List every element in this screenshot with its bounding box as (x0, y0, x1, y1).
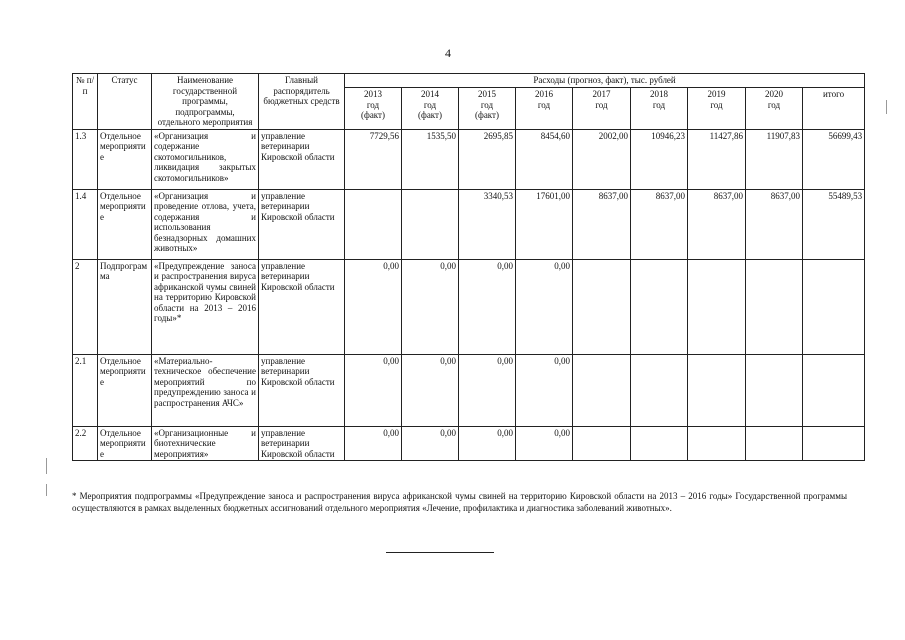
row-value: 8637,00 (746, 189, 803, 259)
header-year-col: 2015 год (факт) (459, 88, 516, 129)
row-value: 0,00 (402, 426, 459, 461)
header-year-col: 2013 год (факт) (345, 88, 402, 129)
row-value (803, 426, 865, 461)
table-header (73, 74, 865, 130)
scan-artifact (46, 484, 47, 496)
row-value (803, 354, 865, 426)
header-name: Наименование государственной программы, подпрограммы, отдельного мероприятия (152, 74, 259, 130)
row-value: 8454,60 (516, 129, 573, 189)
header-year-col: 2019 год (688, 88, 746, 129)
row-value: 7729,56 (345, 129, 402, 189)
table-row (73, 426, 865, 461)
row-value (631, 259, 688, 354)
row-status: Отдельное мероприятие (98, 354, 152, 426)
row-distributor: управление ветеринарии Кировской области (259, 129, 345, 189)
row-value: 0,00 (345, 354, 402, 426)
row-value (631, 354, 688, 426)
footnote: * Мероприятия подпрограммы «Предупреждение заноса и распространения вируса африканской чумы свиней на территорию Кировской области на 2013 – 2016 годы» Государственной программы осуществляются в рамках выделенных бюджетных ассигнований отдельного мероприятия «Лечение, профилактика и диагностика заболеваний животных». (72, 491, 847, 513)
separator-rule (386, 552, 494, 553)
header-year-col: 2016 год (516, 88, 573, 129)
table-row (73, 259, 865, 354)
row-number: 2.2 (73, 426, 98, 461)
row-value: 8637,00 (573, 189, 631, 259)
row-value (803, 259, 865, 354)
row-value: 1535,50 (402, 129, 459, 189)
row-distributor: управление ветеринарии Кировской области (259, 259, 345, 354)
row-value: 10946,23 (631, 129, 688, 189)
row-value (402, 189, 459, 259)
row-value (573, 259, 631, 354)
row-distributor: управление ветеринарии Кировской области (259, 189, 345, 259)
row-value: 56699,43 (803, 129, 865, 189)
row-value: 2002,00 (573, 129, 631, 189)
row-value: 8637,00 (688, 189, 746, 259)
row-value: 0,00 (345, 259, 402, 354)
header-year-col: 2020 год (746, 88, 803, 129)
row-status: Отдельное мероприятие (98, 426, 152, 461)
row-value (573, 354, 631, 426)
scan-artifact (46, 458, 47, 474)
row-number: 1.3 (73, 129, 98, 189)
row-value: 8637,00 (631, 189, 688, 259)
page-number: 4 (445, 46, 451, 60)
row-name: «Организация и содержание скотомогильников, ликвидация закрытых скотомогильников» (152, 129, 259, 189)
row-status: Отдельное мероприятие (98, 129, 152, 189)
table-row (73, 189, 865, 259)
row-value (631, 426, 688, 461)
header-year-col: 2014 год (факт) (402, 88, 459, 129)
row-number: 1.4 (73, 189, 98, 259)
row-value: 0,00 (345, 426, 402, 461)
row-name: «Предупреждение заноса и распространения вируса африканской чумы свиней на территорию Кировской области на 2013 – 2016 годы»* (152, 259, 259, 354)
row-name: «Материально-техническое обеспечение мероприятий по предупреждению заноса и распространения АЧС» (152, 354, 259, 426)
row-status: Отдельное мероприятие (98, 189, 152, 259)
table-body (73, 129, 865, 461)
table-row (73, 129, 865, 189)
row-value (688, 259, 746, 354)
row-value (746, 354, 803, 426)
header-year-col: итого (803, 88, 865, 129)
row-value: 11907,83 (746, 129, 803, 189)
header-status: Статус (98, 74, 152, 130)
row-value: 55489,53 (803, 189, 865, 259)
row-value: 0,00 (459, 426, 516, 461)
header-no: № п/п (73, 74, 98, 130)
row-status: Подпрограмма (98, 259, 152, 354)
row-name: «Организация и проведение отлова, учета, содержания и использования безнадзорных домашних животных» (152, 189, 259, 259)
row-value: 0,00 (516, 426, 573, 461)
row-distributor: управление ветеринарии Кировской области (259, 354, 345, 426)
row-value: 0,00 (459, 354, 516, 426)
header-distributor: Главный распорядитель бюджетных средств (259, 74, 345, 130)
row-value (345, 189, 402, 259)
row-value: 17601,00 (516, 189, 573, 259)
row-value: 0,00 (402, 259, 459, 354)
header-expenses: Расходы (прогноз, факт), тыс. рублей (345, 74, 865, 88)
row-value (688, 426, 746, 461)
budget-table (72, 73, 865, 461)
row-value (746, 426, 803, 461)
row-value (573, 426, 631, 461)
table-row (73, 354, 865, 426)
row-number: 2.1 (73, 354, 98, 426)
row-name: «Организационные и биотехнические мероприятия» (152, 426, 259, 461)
row-value (688, 354, 746, 426)
row-number: 2 (73, 259, 98, 354)
row-value: 0,00 (459, 259, 516, 354)
row-value: 0,00 (516, 259, 573, 354)
row-value: 3340,53 (459, 189, 516, 259)
row-value: 11427,86 (688, 129, 746, 189)
scan-artifact (886, 100, 887, 114)
row-value: 0,00 (402, 354, 459, 426)
row-value: 2695,85 (459, 129, 516, 189)
header-year-col: 2017 год (573, 88, 631, 129)
header-year-col: 2018 год (631, 88, 688, 129)
row-value (746, 259, 803, 354)
row-value: 0,00 (516, 354, 573, 426)
row-distributor: управление ветеринарии Кировской области (259, 426, 345, 461)
